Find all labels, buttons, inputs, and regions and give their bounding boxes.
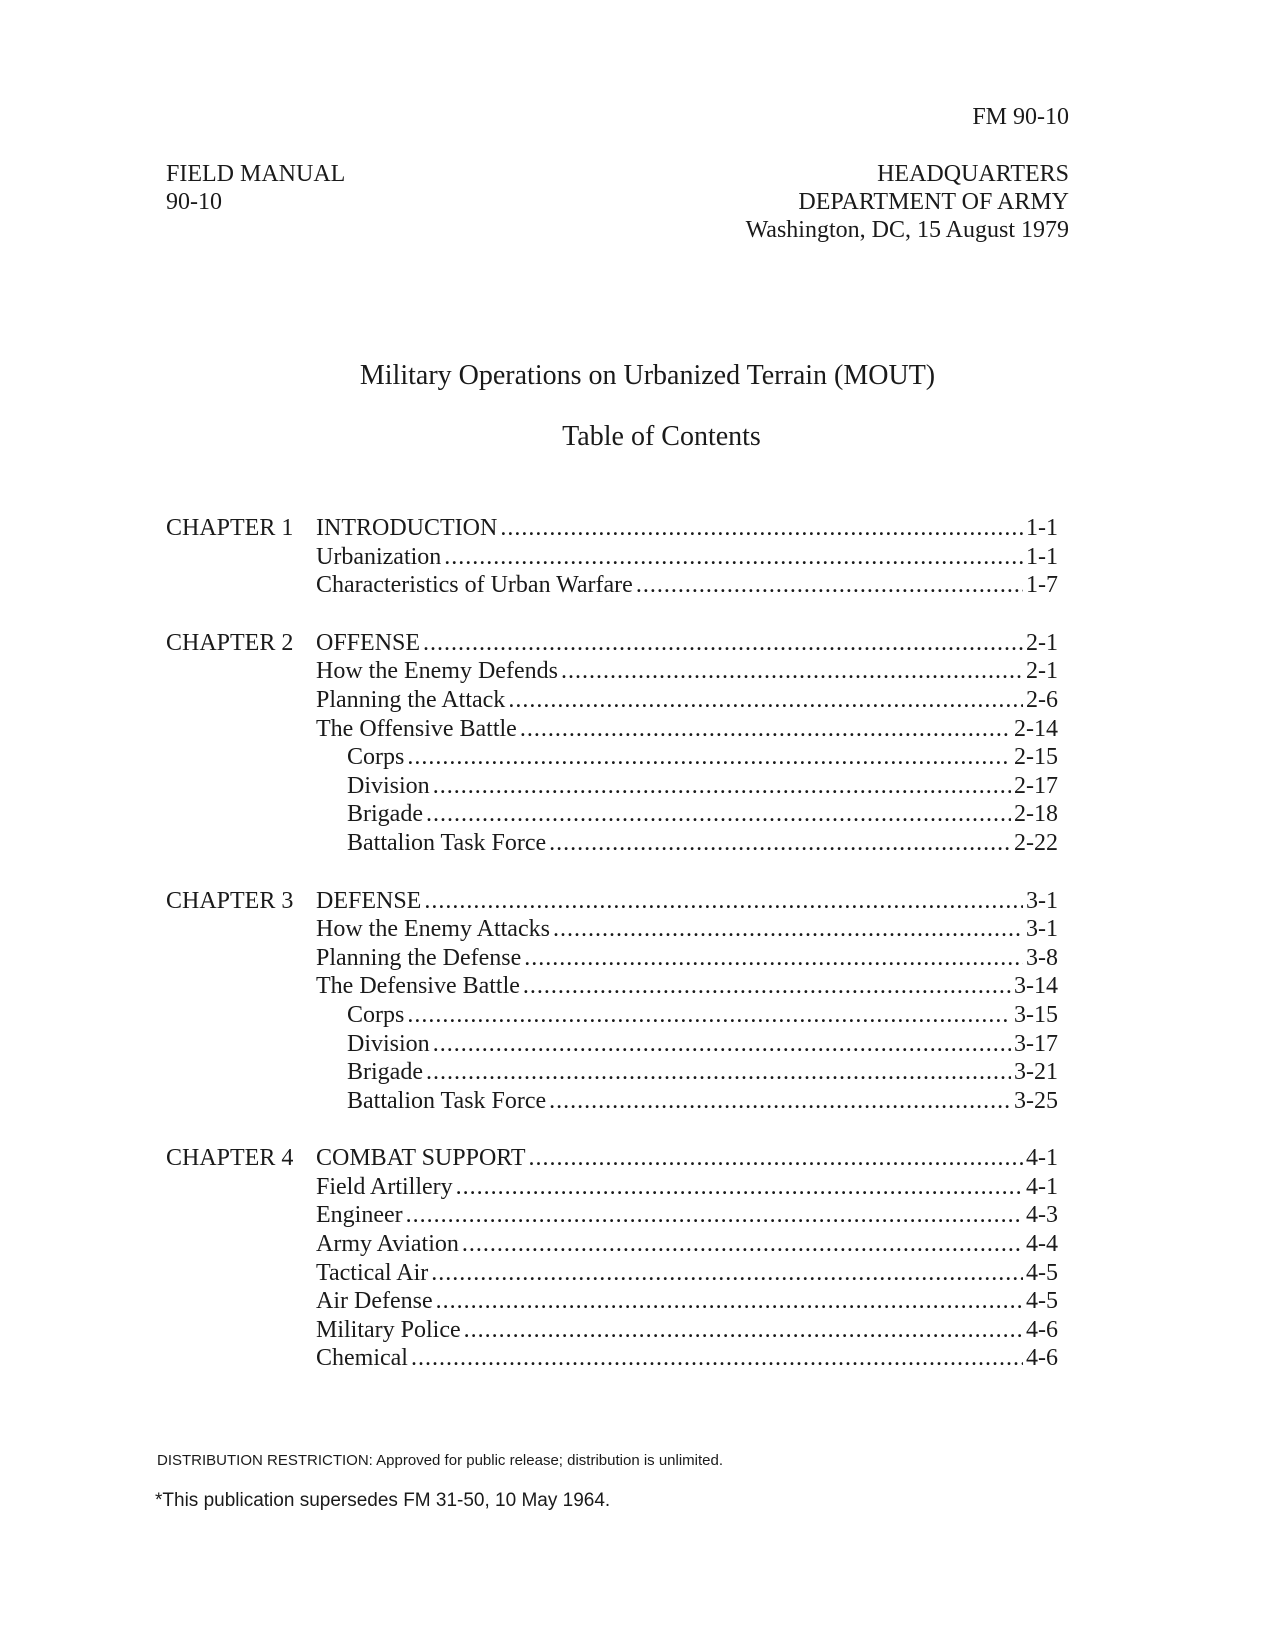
toc-section-row (166, 1316, 1058, 1345)
toc-chapter (166, 1144, 1058, 1373)
dot-leader (523, 972, 1011, 1001)
toc-section-row (166, 543, 1058, 572)
toc-page-number: 2-1 (1026, 658, 1058, 685)
toc-page-number: 4-1 (1026, 1173, 1058, 1200)
toc-entry-title: Corps (347, 1001, 405, 1028)
toc-entry-title: How the Enemy Defends (316, 658, 558, 685)
toc-section-row (166, 715, 1058, 744)
manual-number: 90-10 (166, 189, 222, 215)
toc-section-row (166, 571, 1058, 600)
toc-page-number: 2-1 (1026, 629, 1058, 656)
toc-page-number: 1-7 (1026, 572, 1058, 599)
toc-entry-title: Planning the Attack (316, 686, 506, 713)
dot-leader (549, 1087, 1011, 1116)
document-title: Military Operations on Urbanized Terrain (MOUT) (359, 360, 936, 391)
toc-page-number: 2-22 (1014, 829, 1058, 856)
table-of-contents (166, 514, 1058, 1402)
toc-page-number: 3-8 (1026, 944, 1058, 971)
toc-page-number: 3-1 (1026, 887, 1058, 914)
toc-page-number: 2-14 (1014, 715, 1058, 742)
toc-entry-title: Characteristics of Urban Warfare (316, 572, 633, 599)
toc-entry-title: Military Police (316, 1316, 461, 1343)
toc-section-row (166, 1230, 1058, 1259)
toc-entry-title: Urbanization (316, 543, 442, 570)
toc-entry-title: Army Aviation (316, 1231, 459, 1258)
toc-entry-title: Tactical Air (316, 1259, 429, 1286)
toc-page-number: 1-1 (1026, 543, 1058, 570)
toc-entry-title: The Defensive Battle (316, 973, 520, 1000)
toc-page-number: 3-25 (1014, 1087, 1058, 1114)
title-block (0, 359, 1275, 454)
toc-chapter (166, 629, 1058, 858)
toc-heading: Table of Contents (562, 421, 761, 452)
toc-chapter-row (166, 629, 1058, 658)
toc-chapter-row (166, 887, 1058, 916)
toc-page-number: 4-5 (1026, 1288, 1058, 1315)
dot-leader (508, 686, 1023, 715)
chapter-label: CHAPTER 4 (166, 1145, 294, 1172)
dot-leader (524, 944, 1023, 973)
dot-leader (433, 772, 1011, 801)
toc-entry-title: Brigade (347, 801, 423, 828)
department-label: DEPARTMENT OF ARMY (798, 189, 1069, 215)
toc-page-number: 2-17 (1014, 772, 1058, 799)
toc-entry-title: COMBAT SUPPORT (316, 1145, 526, 1172)
dot-leader (423, 629, 1023, 658)
supersedes-note: *This publication supersedes FM 31-50, 10 May 1964. (155, 1490, 611, 1511)
toc-section-row (166, 1201, 1058, 1230)
dot-leader (553, 915, 1023, 944)
toc-page-number: 4-6 (1026, 1345, 1058, 1372)
toc-entry-title: Brigade (347, 1059, 423, 1086)
toc-section-row (166, 1287, 1058, 1316)
toc-entry-title: Chemical (316, 1345, 408, 1372)
dot-leader (431, 1259, 1023, 1288)
toc-entry-title: DEFENSE (316, 887, 422, 914)
chapter-label: CHAPTER 2 (166, 629, 294, 656)
toc-entry-title: Battalion Task Force (347, 829, 547, 856)
dot-leader (636, 571, 1023, 600)
toc-section-row (166, 686, 1058, 715)
toc-section-row (166, 915, 1058, 944)
toc-section-row (166, 1259, 1058, 1288)
toc-subsection-row (166, 1030, 1058, 1059)
toc-page-number: 4-4 (1026, 1231, 1058, 1258)
dot-leader (436, 1287, 1023, 1316)
toc-entry-title: The Offensive Battle (316, 715, 517, 742)
dot-leader (406, 1201, 1023, 1230)
dot-leader (462, 1230, 1023, 1259)
toc-entry-title: INTRODUCTION (316, 515, 498, 541)
toc-page-number: 1-1 (1026, 515, 1058, 541)
dot-leader (549, 829, 1011, 858)
dot-leader (433, 1030, 1011, 1059)
manual-identifier (166, 160, 345, 216)
toc-page-number: 3-14 (1014, 973, 1058, 1000)
toc-page-number: 2-18 (1014, 801, 1058, 828)
manual-label: FIELD MANUAL (166, 161, 346, 187)
dot-leader (426, 800, 1011, 829)
toc-entry-title: Battalion Task Force (347, 1087, 547, 1114)
dot-leader (407, 743, 1011, 772)
headquarters-label: HEADQUARTERS (877, 161, 1069, 187)
toc-entry-title: Engineer (316, 1202, 403, 1229)
toc-page-number: 4-5 (1026, 1259, 1058, 1286)
toc-chapter (166, 514, 1058, 600)
toc-subsection-row (166, 1087, 1058, 1116)
toc-entry-title: Corps (347, 744, 405, 771)
toc-page-number: 4-3 (1026, 1202, 1058, 1229)
toc-entry-title: Division (347, 1030, 430, 1057)
document-number: FM 90-10 (972, 104, 1069, 130)
toc-page-number: 2-15 (1014, 744, 1058, 771)
toc-chapter-row (166, 514, 1058, 543)
dot-leader (407, 1001, 1011, 1030)
toc-page-number: 4-6 (1026, 1316, 1058, 1343)
dot-leader (424, 887, 1023, 916)
toc-entry-title: OFFENSE (316, 629, 421, 656)
toc-subsection-row (166, 772, 1058, 801)
toc-page-number: 3-1 (1026, 916, 1058, 943)
dot-leader (456, 1173, 1023, 1202)
toc-entry-title: Division (347, 772, 430, 799)
toc-entry-title: Air Defense (316, 1288, 433, 1315)
dot-leader (411, 1344, 1023, 1373)
toc-subsection-row (166, 1001, 1058, 1030)
toc-section-row (166, 1344, 1058, 1373)
toc-page-number: 3-17 (1014, 1030, 1058, 1057)
toc-page-number: 4-1 (1026, 1145, 1058, 1172)
location-date: Washington, DC, 15 August 1979 (745, 217, 1069, 243)
dot-leader (561, 657, 1023, 686)
toc-chapter (166, 887, 1058, 1116)
dot-leader (500, 514, 1023, 543)
toc-subsection-row (166, 1058, 1058, 1087)
publisher-block (746, 160, 1069, 244)
toc-subsection-row (166, 829, 1058, 858)
toc-section-row (166, 657, 1058, 686)
toc-entry-title: Planning the Defense (316, 944, 522, 971)
chapter-label: CHAPTER 3 (166, 887, 294, 914)
toc-page-number: 3-15 (1014, 1001, 1058, 1028)
toc-entry-title: Field Artillery (316, 1173, 453, 1200)
toc-chapter-row (166, 1144, 1058, 1173)
dot-leader (529, 1144, 1023, 1173)
toc-section-row (166, 944, 1058, 973)
toc-page-number: 3-21 (1014, 1059, 1058, 1086)
toc-section-row (166, 1173, 1058, 1202)
distribution-restriction: DISTRIBUTION RESTRICTION: Approved for public release; distribution is unlimited. (157, 1452, 724, 1469)
toc-page-number: 2-6 (1026, 686, 1058, 713)
toc-subsection-row (166, 743, 1058, 772)
dot-leader (426, 1058, 1011, 1087)
toc-section-row (166, 972, 1058, 1001)
toc-entry-title: How the Enemy Attacks (316, 916, 550, 943)
toc-subsection-row (166, 800, 1058, 829)
dot-leader (520, 715, 1011, 744)
chapter-label: CHAPTER 1 (166, 515, 294, 541)
dot-leader (444, 543, 1023, 572)
dot-leader (464, 1316, 1023, 1345)
